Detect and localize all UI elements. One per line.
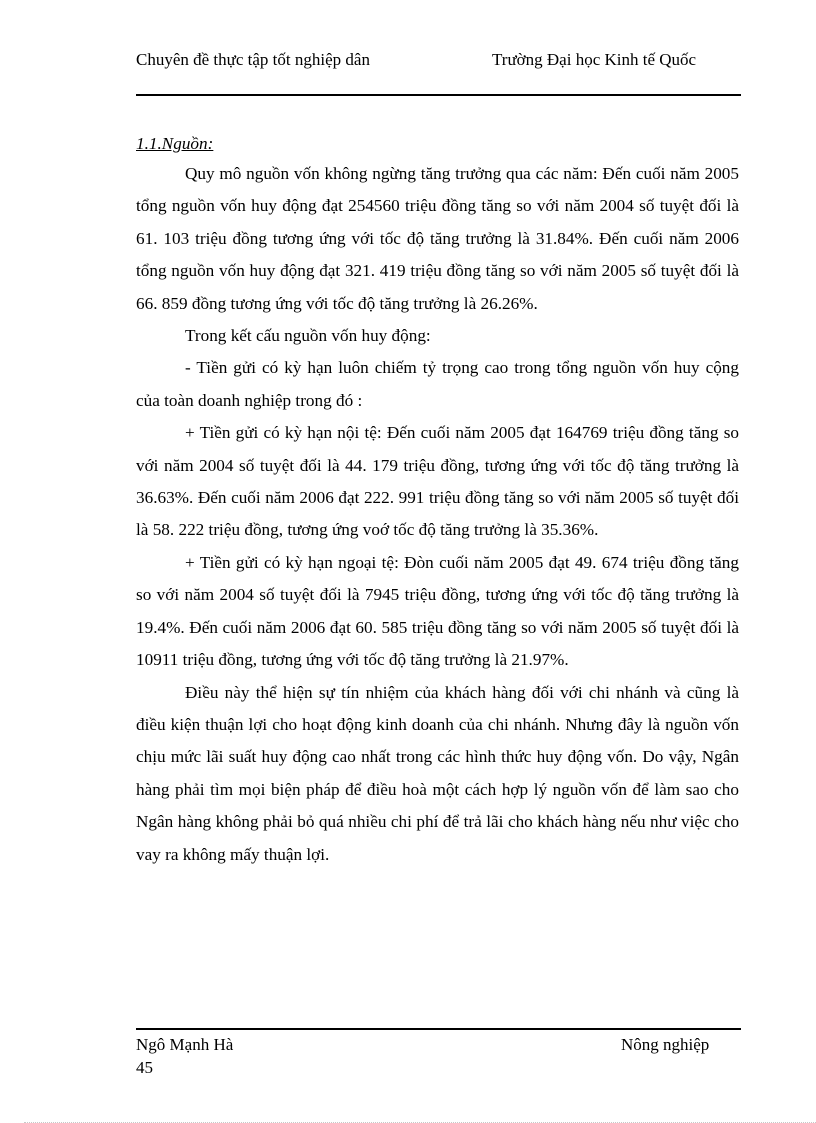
paragraph-conclusion: Điều này thể hiện sự tín nhiệm của khách hàng đối với chi nhánh và cũng là điều kiện thuận lợi cho hoạt động kinh doanh của chi nhánh. Nhưng đây là nguồn vốn chịu mức lãi suất huy động cao nhất trong các hình thức huy động vốn. Do vậy, Ngân hàng phải tìm mọi biện pháp để điều hoà một cách hợp lý nguồn vốn để làm sao cho Ngân hàng không phải bỏ quá nhiều chi phí để trả lãi cho khách hàng nếu như việc cho vay ra không mấy thuận lợi. xyxy=(136,682,739,864)
section-title: 1.1.Nguồn: xyxy=(136,134,214,153)
page-number: 45 xyxy=(136,1058,153,1077)
header-right-text: Trường Đại học Kinh tế Quốc xyxy=(492,50,697,69)
footer-divider xyxy=(136,1028,741,1030)
page-header xyxy=(136,48,741,96)
footer-author: Ngô Mạnh Hà xyxy=(136,1035,234,1054)
header-divider xyxy=(136,94,741,96)
paragraph-foreign-currency-deposits: + Tiền gửi có kỳ hạn ngoại tệ: Đòn cuối năm 2005 đạt 49. 674 triệu đồng tăng so với năm 2004 số tuyệt đối là 7945 triệu đồng, tương ứng với tốc độ tăng trưởng là 19.4%. Đến cuối năm 2006 đạt 60. 585 triệu đồng tăng so với năm 2005 số tuyệt đối là 10911 triệu đồng, tương ứng với tốc độ tăng trưởng là 21.97%. xyxy=(136,552,739,670)
paragraph-capital-growth: Quy mô nguồn vốn không ngừng tăng trưởng qua các năm: Đến cuối năm 2005 tổng nguồn vốn huy động đạt 254560 triệu đồng tăng so với năm 2004 số tuyệt đối là 61. 103 triệu đồng tương ứng với tốc độ tăng trưởng là 31.84%. Đến cuối năm 2006 tổng nguồn vốn huy động đạt 321. 419 triệu đồng tăng so với năm 2005 số tuyệt đối là 66. 859 đồng tương ứng với tốc độ tăng trưởng là 26.26%. xyxy=(136,164,739,313)
header-left-text: Chuyên đề thực tập tốt nghiệp dân xyxy=(136,50,370,69)
paragraph-term-deposits: - Tiền gửi có kỳ hạn luôn chiếm tỷ trọng cao trong tổng nguồn vốn huy cộng của toàn doanh nghiệp trong đó : xyxy=(136,358,739,410)
page-footer xyxy=(136,1033,741,1081)
paragraph-capital-structure: Trong kết cấu nguồn vốn huy động: xyxy=(185,326,431,346)
footer-department: Nông nghiệp xyxy=(621,1035,710,1054)
document-body xyxy=(136,130,739,871)
paragraph-domestic-currency-deposits: + Tiền gửi có kỳ hạn nội tệ: Đến cuối năm 2005 đạt 164769 triệu đồng tăng so với năm 2004 số tuyệt đối là 44. 179 triệu đồng, tương ứng với tốc độ tăng trưởng là 36.63%. Đến cuối năm 2006 đạt 222. 991 triệu đồng tăng so với năm 2005 số tuyệt đối là 58. 222 triệu đồng, tương ứng voớ tốc độ tăng trưởng là 35.36%. xyxy=(136,423,739,540)
